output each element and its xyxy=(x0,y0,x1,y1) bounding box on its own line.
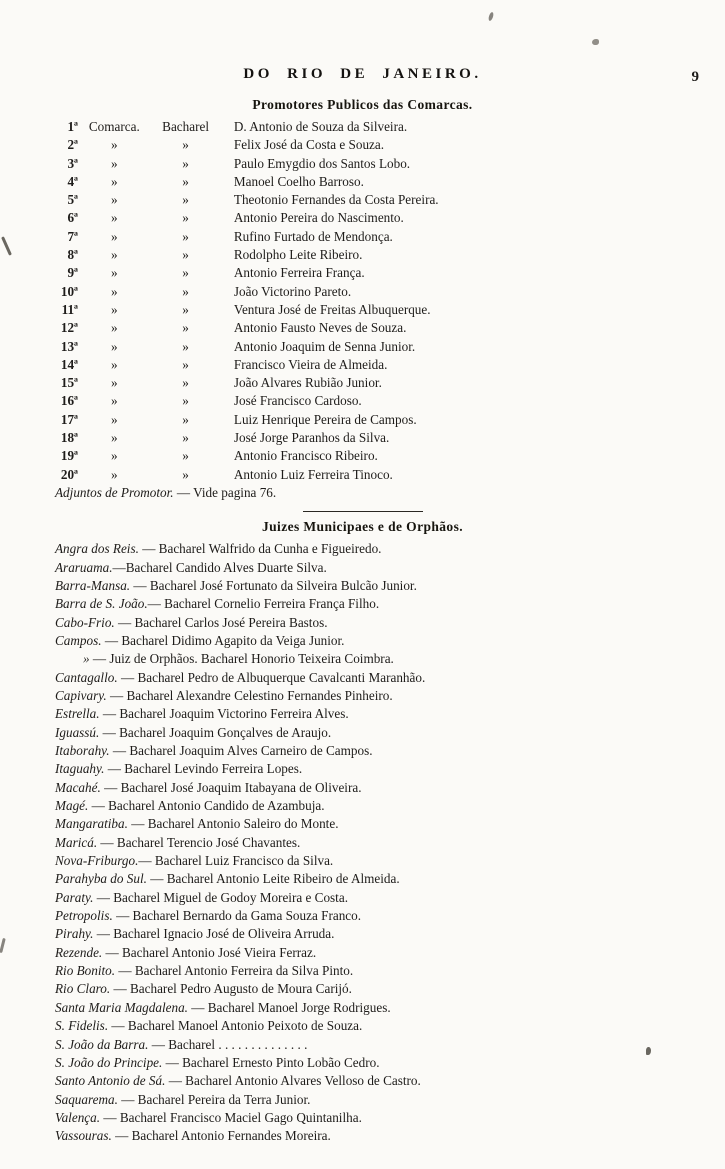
juiz-name: — Bacharel Levindo Ferreira Lopes. xyxy=(104,761,303,777)
juiz-name: — Bacharel Antonio Ferreira da Silva Pinto. xyxy=(115,963,354,979)
juiz-row xyxy=(55,760,725,778)
promotor-name: Manoel Coelho Barroso. xyxy=(233,173,364,189)
comarca-number: 10ª xyxy=(60,283,78,299)
municipality-name: Petropolis. xyxy=(55,908,113,924)
promotor-name: Francisco Vieira de Almeida. xyxy=(233,356,388,372)
comarca-number: 14ª xyxy=(60,356,78,372)
juiz-row xyxy=(55,614,725,632)
promotor-row xyxy=(50,411,725,429)
juiz-name: — Bacharel Joaquim Alves Carneiro de Campos. xyxy=(109,743,373,759)
juiz-name: — Bacharel Didimo Agapito da Veiga Junior. xyxy=(101,632,345,648)
municipality-name: Barra de S. João. xyxy=(55,596,148,612)
juiz-name: — Bacharel Alexandre Celestino Fernandes Pinheiro. xyxy=(106,687,393,703)
promotor-row xyxy=(50,155,725,173)
comarca-number: 7ª xyxy=(67,228,78,244)
juiz-row xyxy=(55,632,725,650)
comarca-label: » xyxy=(111,448,118,464)
comarca-label: » xyxy=(111,356,118,372)
comarca-number: 4ª xyxy=(67,173,78,189)
bacharel-label: » xyxy=(182,265,189,281)
juiz-name: — Bacharel Manoel Antonio Peixoto de Souza. xyxy=(108,1018,363,1034)
juiz-row xyxy=(55,815,725,833)
municipality-name: Rio Claro. xyxy=(55,981,111,997)
comarca-label: » xyxy=(111,411,118,427)
comarca-label: » xyxy=(111,320,118,336)
comarca-label: » xyxy=(111,393,118,409)
promotor-row xyxy=(50,264,725,282)
promotor-name: Rodolpho Leite Ribeiro. xyxy=(233,247,363,263)
promotor-row xyxy=(50,319,725,337)
promotor-name: José Francisco Cardoso. xyxy=(233,393,362,409)
municipality-name: Nova-Friburgo. xyxy=(55,853,139,869)
comarca-label: » xyxy=(111,192,118,208)
bacharel-label: » xyxy=(182,411,189,427)
juiz-row xyxy=(55,944,725,962)
juiz-row xyxy=(55,907,725,925)
juiz-row xyxy=(55,705,725,723)
promotor-name: João Victorino Pareto. xyxy=(233,283,352,299)
juiz-name: — Bacharel Antonio José Vieira Ferraz. xyxy=(102,944,317,960)
comarca-label: » xyxy=(111,247,118,263)
municipality-name: S. Fidelis. xyxy=(55,1018,109,1034)
bacharel-label: » xyxy=(182,466,189,482)
municipality-name: Rio Bonito. xyxy=(55,963,116,979)
juiz-row xyxy=(55,834,725,852)
promotor-row xyxy=(50,374,725,392)
municipality-name: Cabo-Frio. xyxy=(55,614,115,630)
comarca-label: » xyxy=(111,466,118,482)
municipality-name: Maricá. xyxy=(55,834,98,850)
juiz-name: — Bacharel Joaquim Gonçalves de Araujo. xyxy=(99,724,332,740)
juiz-row xyxy=(55,779,725,797)
juiz-row xyxy=(55,870,725,888)
comarca-number: 13ª xyxy=(60,338,78,354)
promotor-name: Felix José da Costa e Souza. xyxy=(233,137,385,153)
juiz-row xyxy=(55,999,725,1017)
comarca-label: » xyxy=(111,210,118,226)
juiz-row xyxy=(55,1017,725,1035)
juiz-row xyxy=(55,559,725,577)
section-divider xyxy=(303,511,423,512)
comarca-label: » xyxy=(111,301,118,317)
juiz-name: — Bacharel Pedro Augusto de Moura Carijó. xyxy=(110,981,352,997)
municipality-name: Campos. xyxy=(55,632,102,648)
promotor-row xyxy=(50,209,725,227)
juiz-name: — Bacharel Walfrido da Cunha e Figueiredo. xyxy=(138,541,382,557)
juiz-name: — Juiz de Orphãos. Bacharel Honorio Teixeira Coimbra. xyxy=(89,651,394,667)
promotor-row xyxy=(50,246,725,264)
adjuntos-label: Adjuntos de Promotor. xyxy=(55,484,174,500)
juiz-row xyxy=(55,577,725,595)
promotor-row xyxy=(50,173,725,191)
bacharel-label: » xyxy=(182,448,189,464)
municipality-name: S. João do Principe. xyxy=(55,1054,163,1070)
comarca-number: 12ª xyxy=(60,320,78,336)
municipality-name: Araruama. xyxy=(55,559,113,575)
promotor-row xyxy=(50,447,725,465)
comarca-number: 3ª xyxy=(67,155,78,171)
promotor-name: Antonio Francisco Ribeiro. xyxy=(233,448,378,464)
promotor-row xyxy=(50,136,725,154)
municipality-name: Iguassú. xyxy=(55,724,100,740)
juiz-row xyxy=(55,1054,725,1072)
juiz-row xyxy=(55,1036,725,1054)
juiz-name: — Bacharel Antonio Alvares Velloso de Castro. xyxy=(165,1073,421,1089)
comarca-number: 15ª xyxy=(60,375,78,391)
promotor-row xyxy=(50,338,725,356)
municipality-name: Barra-Mansa. xyxy=(55,577,131,593)
municipality-name: Valença. xyxy=(55,1109,101,1125)
promotor-name: Antonio Luiz Ferreira Tinoco. xyxy=(233,466,393,482)
promotor-name: José Jorge Paranhos da Silva. xyxy=(233,430,390,446)
municipality-name: Angra dos Reis. xyxy=(55,541,139,557)
promotor-row xyxy=(50,118,725,136)
municipality-name: Estrella. xyxy=(55,706,100,722)
juiz-name: — Bacharel José Fortunato da Silveira Bulcão Junior. xyxy=(130,577,417,593)
comarca-number: 1ª xyxy=(67,119,78,134)
promotor-name: Antonio Pereira do Nascimento. xyxy=(233,210,404,226)
bacharel-label: » xyxy=(182,283,189,299)
juizes-section-title: Juizes Municipaes e de Orphãos. xyxy=(261,519,464,535)
juiz-name: — Bacharel Antonio Leite Ribeiro de Almeida. xyxy=(146,871,400,887)
juiz-row xyxy=(55,650,725,668)
bacharel-label: » xyxy=(182,155,189,171)
promotor-name: Ventura José de Freitas Albuquerque. xyxy=(233,301,431,317)
comarca-label: » xyxy=(111,155,118,171)
juiz-row xyxy=(55,1072,725,1090)
promotor-name: D. Antonio de Souza da Silveira. xyxy=(233,119,408,134)
promotor-name: Theotonio Fernandes da Costa Pereira. xyxy=(233,192,439,208)
juiz-name: — Bacharel Luiz Francisco da Silva. xyxy=(138,853,334,869)
municipality-name: Cantagallo. xyxy=(55,669,118,685)
municipality-name: Santo Antonio de Sá. xyxy=(55,1073,166,1089)
juiz-name: — Bacharel Carlos José Pereira Bastos. xyxy=(114,614,328,630)
scan-artifact xyxy=(0,938,6,953)
comarca-label: » xyxy=(111,338,118,354)
comarca-label: » xyxy=(111,265,118,281)
comarca-number: 2ª xyxy=(67,137,78,153)
bacharel-label: » xyxy=(182,247,189,263)
juiz-row xyxy=(55,540,725,558)
bacharel-label: » xyxy=(182,338,189,354)
bacharel-label: » xyxy=(182,301,189,317)
bacharel-label: » xyxy=(182,210,189,226)
juiz-name: — Bacharel Cornelio Ferreira França Filho. xyxy=(147,596,380,612)
juizes-list xyxy=(55,540,725,1145)
bacharel-label: » xyxy=(182,430,189,446)
page-header xyxy=(0,66,725,88)
bacharel-label: » xyxy=(182,137,189,153)
promotor-name: Luiz Henrique Pereira de Campos. xyxy=(233,411,417,427)
comarca-label: » xyxy=(111,375,118,391)
adjuntos-reference: — Vide pagina 76. xyxy=(173,484,277,500)
promotor-name: Antonio Ferreira França. xyxy=(233,265,365,281)
bacharel-label: Bacharel xyxy=(162,119,210,134)
juiz-row xyxy=(55,962,725,980)
juiz-name: — Bacharel Pereira da Terra Junior. xyxy=(117,1091,311,1107)
juiz-name: — Bacharel Pedro de Albuquerque Cavalcanti Maranhão. xyxy=(117,669,426,685)
juiz-name: — Bacharel Miguel de Godoy Moreira e Costa. xyxy=(93,889,348,905)
promotor-row xyxy=(50,356,725,374)
juiz-row xyxy=(55,1109,725,1127)
promotor-name: Paulo Emygdio dos Santos Lobo. xyxy=(233,155,411,171)
juiz-row xyxy=(55,1091,725,1109)
promotor-row xyxy=(50,392,725,410)
promotor-row xyxy=(50,283,725,301)
juiz-row xyxy=(55,1127,725,1145)
juiz-name: — Bacharel José Joaquim Itabayana de Oliveira. xyxy=(100,779,362,795)
juiz-row xyxy=(55,724,725,742)
scan-artifact xyxy=(592,39,599,45)
comarca-number: 20ª xyxy=(60,466,78,482)
juiz-name: —Bacharel Candido Alves Duarte Silva. xyxy=(112,559,327,575)
juiz-row xyxy=(55,980,725,998)
municipality-name: Rezende. xyxy=(55,944,103,960)
bacharel-label: » xyxy=(182,173,189,189)
comarca-number: 9ª xyxy=(67,265,78,281)
juiz-row xyxy=(55,742,725,760)
comarca-number: 16ª xyxy=(60,393,78,409)
municipality-name: Mangaratiba. xyxy=(55,816,128,832)
scan-artifact xyxy=(488,12,495,22)
promotores-section-title: Promotores Publicos das Comarcas. xyxy=(252,97,473,112)
juiz-name: — Bacharel Antonio Fernandes Moreira. xyxy=(111,1128,331,1144)
comarca-number: 11ª xyxy=(61,301,78,317)
promotores-table xyxy=(50,118,725,484)
municipality-name: Santa Maria Magdalena. xyxy=(55,999,188,1015)
municipality-name: Vassouras. xyxy=(55,1128,112,1144)
municipality-name: Itaguahy. xyxy=(55,761,105,777)
page-number: 9 xyxy=(691,69,699,85)
adjuntos-note xyxy=(55,484,725,502)
promotor-name: João Alvares Rubião Junior. xyxy=(233,375,382,391)
municipality-name: Pirahy. xyxy=(55,926,94,942)
juiz-row xyxy=(55,595,725,613)
running-title: DO RIO DE JANEIRO. xyxy=(243,66,482,82)
juiz-name: — Bacharel Antonio Saleiro do Monte. xyxy=(127,816,339,832)
comarca-number: 19ª xyxy=(60,448,78,464)
bacharel-label: » xyxy=(182,356,189,372)
juiz-row xyxy=(55,852,725,870)
juiz-name: — Bacharel Joaquim Victorino Ferreira Alves. xyxy=(99,706,349,722)
comarca-number: 8ª xyxy=(67,247,78,263)
municipality-name: Saquarema. xyxy=(55,1091,118,1107)
promotor-name: Antonio Joaquim de Senna Junior. xyxy=(233,338,416,354)
promotor-row xyxy=(50,466,725,484)
comarca-number: 17ª xyxy=(60,411,78,427)
comarca-label: » xyxy=(111,228,118,244)
municipality-name: Parahyba do Sul. xyxy=(55,871,147,887)
municipality-name: Capivary. xyxy=(55,687,107,703)
juiz-name: — Bacharel Ernesto Pinto Lobão Cedro. xyxy=(162,1054,380,1070)
juiz-row xyxy=(55,669,725,687)
comarca-label: » xyxy=(111,283,118,299)
juiz-name: — Bacharel Ignacio José de Oliveira Arruda. xyxy=(93,926,335,942)
juiz-row xyxy=(55,925,725,943)
bacharel-label: » xyxy=(182,228,189,244)
juiz-name: — Bacharel Manoel Jorge Rodrigues. xyxy=(187,999,391,1015)
juiz-row xyxy=(55,687,725,705)
municipality-name: » xyxy=(83,651,90,667)
comarca-label: Comarca. xyxy=(88,119,140,134)
comarca-number: 5ª xyxy=(67,192,78,208)
juiz-name: — Bacharel . . . . . . . . . . . . . . xyxy=(148,1036,308,1052)
comarca-label: » xyxy=(111,137,118,153)
promotor-name: Antonio Fausto Neves de Souza. xyxy=(233,320,407,336)
juiz-name: — Bacharel Francisco Maciel Gago Quintanilha. xyxy=(100,1109,362,1125)
juiz-row xyxy=(55,797,725,815)
comarca-number: 18ª xyxy=(60,430,78,446)
bacharel-label: » xyxy=(182,375,189,391)
promotor-name: Rufino Furtado de Mendonça. xyxy=(233,228,393,244)
juiz-row xyxy=(55,889,725,907)
comarca-label: » xyxy=(111,430,118,446)
municipality-name: S. João da Barra. xyxy=(55,1036,149,1052)
promotor-row xyxy=(50,429,725,447)
comarca-number: 6ª xyxy=(67,210,78,226)
bacharel-label: » xyxy=(182,192,189,208)
juiz-name: — Bacharel Antonio Candido de Azambuja. xyxy=(88,798,325,814)
municipality-name: Magé. xyxy=(55,798,89,814)
promotor-row xyxy=(50,191,725,209)
bacharel-label: » xyxy=(182,393,189,409)
juiz-name: — Bacharel Terencio José Chavantes. xyxy=(97,834,301,850)
scan-artifact xyxy=(1,236,12,255)
juiz-name: — Bacharel Bernardo da Gama Souza Franco. xyxy=(112,908,362,924)
comarca-label: » xyxy=(111,173,118,189)
municipality-name: Macahé. xyxy=(55,779,101,795)
municipality-name: Itaborahy. xyxy=(55,743,110,759)
municipality-name: Paraty. xyxy=(55,889,94,905)
bacharel-label: » xyxy=(182,320,189,336)
promotor-row xyxy=(50,301,725,319)
promotor-row xyxy=(50,228,725,246)
